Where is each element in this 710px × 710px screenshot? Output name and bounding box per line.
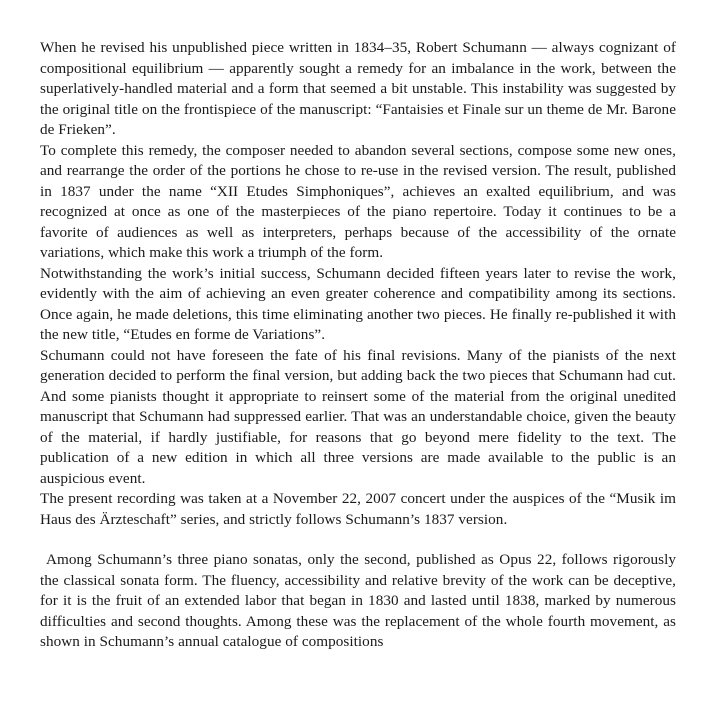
paragraph-recording-note: The present recording was taken at a November 22, 2007 concert under the auspices of the “Musik im Haus des Ärzteschaft” series, and strictly follows Schumann’s 1837 version.: [40, 490, 676, 528]
section-divider: [40, 530, 676, 550]
paragraph-revision-intro: When he revised his unpublished piece written in 1834–35, Robert Schumann — always cognizant of compositional equilibrium — apparently sought a remedy for an imbalance in the work, between the superlatively-handled material and a form that seemed a bit unstable. This instability was suggested by the original title on the frontispiece of the manuscript: “Fantaisies et Finale sur un theme de Mr. Barone de Frieken”.: [40, 39, 676, 138]
paragraph-remedy: To complete this remedy, the composer needed to abandon several sections, compose some new ones, and rearrange the order of the portions he chose to re-use in the revised version. The result, published in 1837 under the name “XII Etudes Simphoniques”, achieves an exalted equilibrium, and was recognized at once as one of the masterpieces of the piano repertoire. Today it continues to be a favorite of audiences as well as interpreters, perhaps because of the accessibility of the ornate variations, which make this work a triumph of the form.: [40, 141, 676, 261]
document-body: [40, 38, 676, 653]
paragraph-final-revisions-fate: Schumann could not have foreseen the fate of his final revisions. Many of the pianists of the next generation decided to perform the final version, but adding back the two pieces that Schumann had cut. And some pianists thought it appropriate to reinsert some of the material from the original unedited manuscript that Schumann had suppressed earlier. That was an understandable choice, given the beauty of the material, if hardly justifiable, for reasons that go beyond mere fidelity to the text. The publication of a new edition in which all three versions are made available to the public is an auspicious event.: [40, 346, 676, 487]
paragraph-later-revision: Notwithstanding the work’s initial success, Schumann decided fifteen years later to revise the work, evidently with the aim of achieving an even greater coherence and compatibility among its sections. Once again, he made deletions, this time eliminating another two pieces. He finally re-published it with the new title, “Etudes en forme de Variations”.: [40, 264, 676, 343]
paragraph-sonata-opus-22: Among Schumann’s three piano sonatas, only the second, published as Opus 22, follows rigorously the classical sonata form. The fluency, accessibility and relative brevity of the work can be deceptive, for it is the fruit of an extended labor that began in 1830 and lasted until 1838, marked by numerous difficulties and second thoughts. Among these was the replacement of the whole fourth movement, as shown in Schumann’s annual catalogue of compositions: [40, 551, 676, 650]
